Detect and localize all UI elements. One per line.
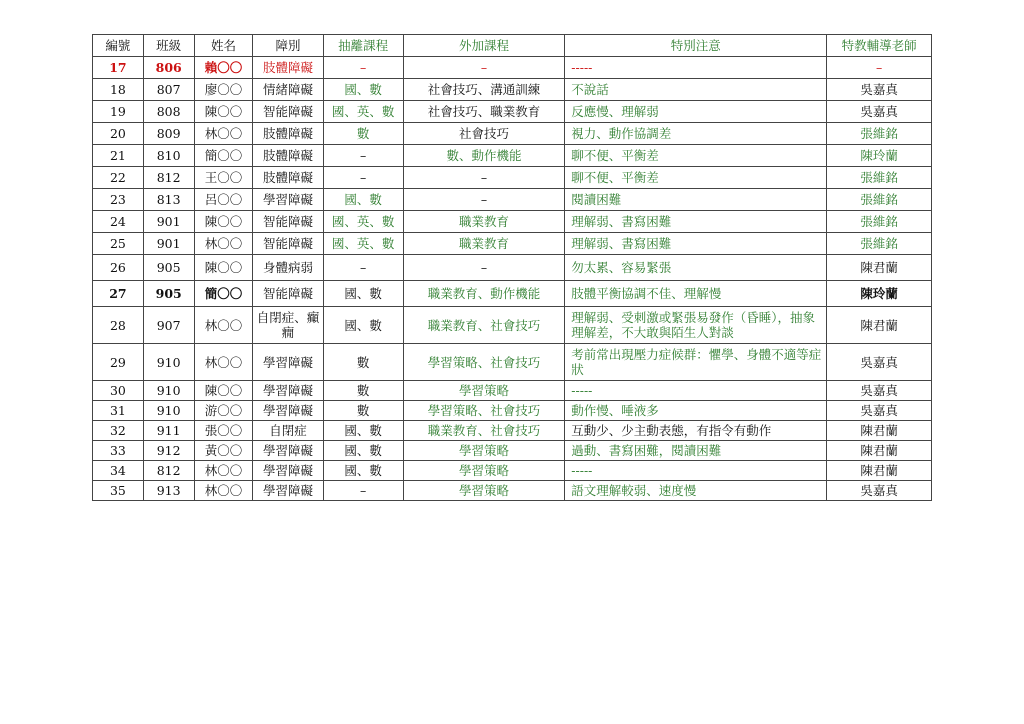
row-special-notes: 聊不便、平衡差	[565, 167, 827, 189]
row-special-notes: 肢體平衡協調不佳、理解慢	[565, 281, 827, 307]
row-extra-course: 社會技巧、職業教育	[403, 101, 565, 123]
row-teacher: 張維銘	[827, 233, 932, 255]
row-class: 813	[143, 189, 194, 211]
row-student-name: 林〇〇	[194, 461, 253, 481]
row-pullout-course: 國、數	[323, 441, 403, 461]
row-student-name: 呂〇〇	[194, 189, 253, 211]
row-extra-course: 職業教育、社會技巧	[403, 421, 565, 441]
row-class: 901	[143, 211, 194, 233]
row-number: 17	[93, 57, 144, 79]
table-row	[93, 101, 932, 123]
table-row	[93, 281, 932, 307]
row-special-notes: 理解弱、受刺激或緊張易發作（昏睡），抽象理解差，不大敢與陌生人對談	[565, 307, 827, 344]
row-disability: 身體病弱	[253, 255, 323, 281]
table-row	[93, 79, 932, 101]
row-special-notes: 動作慢、唾液多	[565, 401, 827, 421]
row-teacher: 吳嘉真	[827, 344, 932, 381]
row-extra-course: 職業教育	[403, 233, 565, 255]
row-teacher: 陳君蘭	[827, 255, 932, 281]
row-class: 905	[143, 281, 194, 307]
row-number: 35	[93, 481, 144, 501]
row-class: 905	[143, 255, 194, 281]
row-teacher: 張維銘	[827, 189, 932, 211]
row-pullout-course: –	[323, 481, 403, 501]
row-student-name: 賴〇〇	[194, 57, 253, 79]
row-student-name: 黃〇〇	[194, 441, 253, 461]
row-number: 19	[93, 101, 144, 123]
row-number: 27	[93, 281, 144, 307]
row-student-name: 簡〇〇	[194, 145, 253, 167]
row-special-notes: 互動少、少主動表態，有指令有動作	[565, 421, 827, 441]
row-number: 34	[93, 461, 144, 481]
row-class: 910	[143, 401, 194, 421]
row-student-name: 陳〇〇	[194, 211, 253, 233]
row-class: 812	[143, 167, 194, 189]
row-special-notes: 勿太累、容易緊張	[565, 255, 827, 281]
row-special-notes: -----	[565, 461, 827, 481]
row-extra-course: 數、動作機能	[403, 145, 565, 167]
row-teacher: 陳玲蘭	[827, 145, 932, 167]
row-extra-course: 學習策略、社會技巧	[403, 344, 565, 381]
row-teacher: 吳嘉真	[827, 79, 932, 101]
row-disability: 自閉症、癲癇	[253, 307, 323, 344]
row-teacher: 吳嘉真	[827, 381, 932, 401]
row-pullout-course: 國、數	[323, 461, 403, 481]
row-pullout-course: 國、英、數	[323, 101, 403, 123]
table-row	[93, 211, 932, 233]
row-number: 29	[93, 344, 144, 381]
header-pullout-course: 抽離課程	[323, 35, 403, 57]
header-row	[93, 35, 932, 57]
row-number: 28	[93, 307, 144, 344]
row-disability: 自閉症	[253, 421, 323, 441]
row-disability: 肢體障礙	[253, 167, 323, 189]
row-disability: 學習障礙	[253, 481, 323, 501]
row-class: 809	[143, 123, 194, 145]
row-teacher: 張維銘	[827, 167, 932, 189]
row-special-notes: 聊不便、平衡差	[565, 145, 827, 167]
row-pullout-course: 數	[323, 381, 403, 401]
row-teacher: 陳玲蘭	[827, 281, 932, 307]
table-row	[93, 421, 932, 441]
row-class: 812	[143, 461, 194, 481]
row-disability: 情緒障礙	[253, 79, 323, 101]
row-extra-course: 學習策略	[403, 441, 565, 461]
row-extra-course: 學習策略、社會技巧	[403, 401, 565, 421]
row-teacher: 陳君蘭	[827, 461, 932, 481]
row-student-name: 陳〇〇	[194, 101, 253, 123]
row-special-notes: 理解弱、書寫困難	[565, 211, 827, 233]
row-disability: 學習障礙	[253, 189, 323, 211]
header-disability: 障別	[253, 35, 323, 57]
row-disability: 學習障礙	[253, 441, 323, 461]
header-special-notes: 特別注意	[565, 35, 827, 57]
row-teacher: 陳君蘭	[827, 421, 932, 441]
row-number: 32	[93, 421, 144, 441]
row-disability: 肢體障礙	[253, 123, 323, 145]
row-class: 901	[143, 233, 194, 255]
row-number: 22	[93, 167, 144, 189]
row-class: 810	[143, 145, 194, 167]
row-extra-course: 職業教育、動作機能	[403, 281, 565, 307]
table-row	[93, 167, 932, 189]
row-disability: 智能障礙	[253, 101, 323, 123]
row-extra-course: –	[403, 189, 565, 211]
row-pullout-course: –	[323, 167, 403, 189]
row-pullout-course: –	[323, 57, 403, 79]
row-pullout-course: 國、數	[323, 189, 403, 211]
row-teacher: 陳君蘭	[827, 441, 932, 461]
row-pullout-course: 國、英、數	[323, 211, 403, 233]
row-student-name: 王〇〇	[194, 167, 253, 189]
table-row	[93, 307, 932, 344]
student-roster-table	[92, 34, 932, 501]
row-teacher: 張維銘	[827, 211, 932, 233]
row-special-notes: 不說話	[565, 79, 827, 101]
table-row	[93, 145, 932, 167]
row-teacher: 張維銘	[827, 123, 932, 145]
row-extra-course: 學習策略	[403, 381, 565, 401]
row-class: 807	[143, 79, 194, 101]
row-student-name: 廖〇〇	[194, 79, 253, 101]
row-number: 21	[93, 145, 144, 167]
row-special-notes: 理解弱、書寫困難	[565, 233, 827, 255]
row-class: 913	[143, 481, 194, 501]
row-extra-course: 學習策略	[403, 481, 565, 501]
row-special-notes: -----	[565, 381, 827, 401]
row-number: 24	[93, 211, 144, 233]
row-number: 23	[93, 189, 144, 211]
row-disability: 智能障礙	[253, 281, 323, 307]
row-class: 907	[143, 307, 194, 344]
row-class: 808	[143, 101, 194, 123]
row-extra-course: 社會技巧、溝通訓練	[403, 79, 565, 101]
row-number: 20	[93, 123, 144, 145]
row-student-name: 張〇〇	[194, 421, 253, 441]
row-extra-course: 職業教育	[403, 211, 565, 233]
row-special-notes: -----	[565, 57, 827, 79]
row-pullout-course: 國、數	[323, 307, 403, 344]
table-row	[93, 189, 932, 211]
table-row	[93, 461, 932, 481]
row-disability: 智能障礙	[253, 233, 323, 255]
header-class: 班級	[143, 35, 194, 57]
row-pullout-course: 國、數	[323, 79, 403, 101]
row-number: 33	[93, 441, 144, 461]
row-teacher: 吳嘉真	[827, 401, 932, 421]
row-pullout-course: 國、數	[323, 421, 403, 441]
table-row	[93, 57, 932, 79]
row-disability: 智能障礙	[253, 211, 323, 233]
header-name: 姓名	[194, 35, 253, 57]
row-pullout-course: 數	[323, 401, 403, 421]
row-special-notes: 閱讀困難	[565, 189, 827, 211]
row-extra-course: –	[403, 57, 565, 79]
row-special-notes: 視力、動作協調差	[565, 123, 827, 145]
row-student-name: 林〇〇	[194, 123, 253, 145]
table-row	[93, 255, 932, 281]
row-pullout-course: 國、英、數	[323, 233, 403, 255]
row-pullout-course: 數	[323, 344, 403, 381]
row-teacher: –	[827, 57, 932, 79]
row-teacher: 吳嘉真	[827, 481, 932, 501]
row-teacher: 吳嘉真	[827, 101, 932, 123]
row-pullout-course: –	[323, 255, 403, 281]
row-class: 912	[143, 441, 194, 461]
row-disability: 肢體障礙	[253, 145, 323, 167]
row-disability: 學習障礙	[253, 381, 323, 401]
row-number: 30	[93, 381, 144, 401]
table-row	[93, 381, 932, 401]
row-extra-course: 學習策略	[403, 461, 565, 481]
table-row	[93, 481, 932, 501]
table-row	[93, 233, 932, 255]
row-class: 910	[143, 381, 194, 401]
row-special-notes: 過動、書寫困難，閱讀困難	[565, 441, 827, 461]
row-student-name: 林〇〇	[194, 233, 253, 255]
table-row	[93, 401, 932, 421]
row-pullout-course: 數	[323, 123, 403, 145]
row-extra-course: 職業教育、社會技巧	[403, 307, 565, 344]
header-no: 編號	[93, 35, 144, 57]
row-number: 31	[93, 401, 144, 421]
row-disability: 學習障礙	[253, 461, 323, 481]
row-special-notes: 反應慢、理解弱	[565, 101, 827, 123]
row-class: 911	[143, 421, 194, 441]
header-teacher: 特教輔導老師	[827, 35, 932, 57]
row-extra-course: 社會技巧	[403, 123, 565, 145]
table-row	[93, 344, 932, 381]
row-teacher: 陳君蘭	[827, 307, 932, 344]
row-special-notes: 語文理解較弱、速度慢	[565, 481, 827, 501]
row-student-name: 游〇〇	[194, 401, 253, 421]
row-extra-course: –	[403, 255, 565, 281]
row-number: 18	[93, 79, 144, 101]
row-student-name: 簡〇〇	[194, 281, 253, 307]
row-disability: 學習障礙	[253, 344, 323, 381]
table-row	[93, 123, 932, 145]
table-row	[93, 441, 932, 461]
row-special-notes: 考前常出現壓力症候群：懼學、身體不適等症狀	[565, 344, 827, 381]
header-extra-course: 外加課程	[403, 35, 565, 57]
row-student-name: 林〇〇	[194, 481, 253, 501]
row-pullout-course: 國、數	[323, 281, 403, 307]
row-disability: 學習障礙	[253, 401, 323, 421]
row-pullout-course: –	[323, 145, 403, 167]
row-number: 25	[93, 233, 144, 255]
row-class: 910	[143, 344, 194, 381]
row-disability: 肢體障礙	[253, 57, 323, 79]
row-student-name: 林〇〇	[194, 307, 253, 344]
row-student-name: 陳〇〇	[194, 381, 253, 401]
row-extra-course: –	[403, 167, 565, 189]
row-class: 806	[143, 57, 194, 79]
row-number: 26	[93, 255, 144, 281]
row-student-name: 林〇〇	[194, 344, 253, 381]
row-student-name: 陳〇〇	[194, 255, 253, 281]
